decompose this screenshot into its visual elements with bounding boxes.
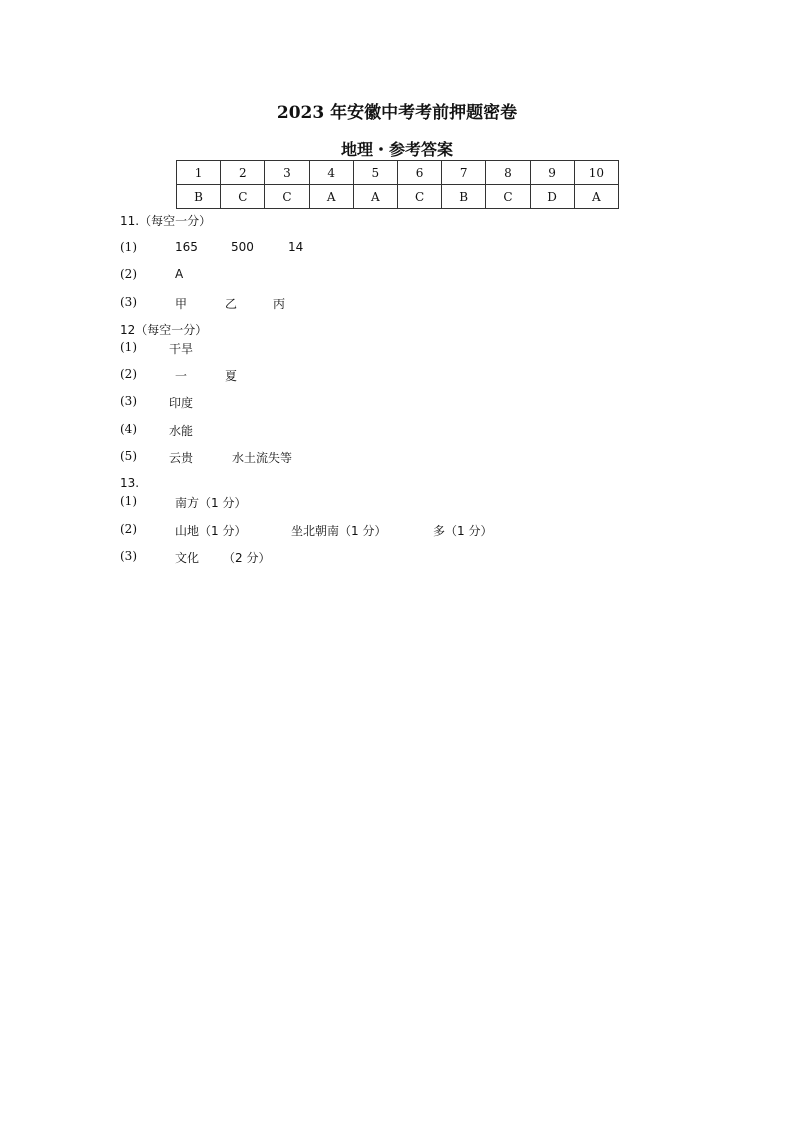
table-cell-number: 6 xyxy=(397,161,441,185)
q12-line-1-label: (1) xyxy=(120,340,137,354)
q13-answer: （2 分） xyxy=(223,551,271,565)
table-cell-answer: A xyxy=(574,185,618,209)
table-cell-answer: A xyxy=(309,185,353,209)
table-row-numbers xyxy=(177,161,619,185)
q12-line-3-label: (3) xyxy=(120,394,137,408)
table-cell-number: 7 xyxy=(442,161,486,185)
table-cell-number: 3 xyxy=(265,161,309,185)
q12-answer: 一 xyxy=(175,369,188,383)
table-cell-number: 8 xyxy=(486,161,530,185)
q12-answer: 干旱 xyxy=(169,342,194,356)
q13-line-3-label: (3) xyxy=(120,549,137,563)
q13-answer: 文化 xyxy=(175,551,200,565)
page-title: 2023 年安徽中考考前押题密卷 xyxy=(276,103,518,123)
q13-header: 13. xyxy=(120,476,140,490)
q13-answer: 多（1 分） xyxy=(433,524,493,538)
table-cell-number: 2 xyxy=(221,161,265,185)
table-cell-number: 5 xyxy=(353,161,397,185)
q11-line-2-label: (2) xyxy=(120,267,137,281)
q12-line-5-label: (5) xyxy=(120,449,137,463)
q12-line-4-label: (4) xyxy=(120,422,137,436)
q12-answer: 云贵 xyxy=(169,451,194,465)
q11-line-1-label: (1) xyxy=(120,240,137,254)
table-cell-answer: C xyxy=(221,185,265,209)
q13-line-2-label: (2) xyxy=(120,522,137,536)
page-subtitle: 地理・参考答案 xyxy=(340,140,453,159)
q11-answer: 165 xyxy=(175,240,198,254)
q12-answer: 水能 xyxy=(169,424,194,438)
q12-answer: 水土流失等 xyxy=(232,451,293,465)
table-cell-answer: A xyxy=(353,185,397,209)
table-cell-answer: C xyxy=(486,185,530,209)
q12-header: 12（每空一分） xyxy=(120,323,208,337)
table-cell-answer: B xyxy=(442,185,486,209)
q13-answer: 南方（1 分） xyxy=(175,496,247,510)
table-cell-number: 10 xyxy=(574,161,618,185)
table-cell-answer: B xyxy=(177,185,221,209)
q13-line-1-label: (1) xyxy=(120,494,137,508)
q11-line-3-label: (3) xyxy=(120,295,137,309)
q12-answer: 夏 xyxy=(225,369,238,383)
q13-answer: 山地（1 分） xyxy=(175,524,247,538)
q12-answer: 印度 xyxy=(169,396,194,410)
q11-answer: 乙 xyxy=(225,297,238,311)
q11-answer: 500 xyxy=(231,240,254,254)
table-cell-answer: C xyxy=(265,185,309,209)
q12-line-2-label: (2) xyxy=(120,367,137,381)
table-cell-number: 4 xyxy=(309,161,353,185)
q11-answer: 丙 xyxy=(273,297,286,311)
q11-header: 11.（每空一分） xyxy=(120,214,212,228)
table-cell-number: 1 xyxy=(177,161,221,185)
table-cell-answer: D xyxy=(530,185,574,209)
table-cell-number: 9 xyxy=(530,161,574,185)
q11-answer: 甲 xyxy=(175,297,188,311)
q11-answer: 14 xyxy=(288,240,304,254)
q11-answer: A xyxy=(175,267,184,281)
table-cell-answer: C xyxy=(397,185,441,209)
table-row-answers xyxy=(177,185,619,209)
answer-table xyxy=(176,160,619,209)
q13-answer: 坐北朝南（1 分） xyxy=(291,524,387,538)
